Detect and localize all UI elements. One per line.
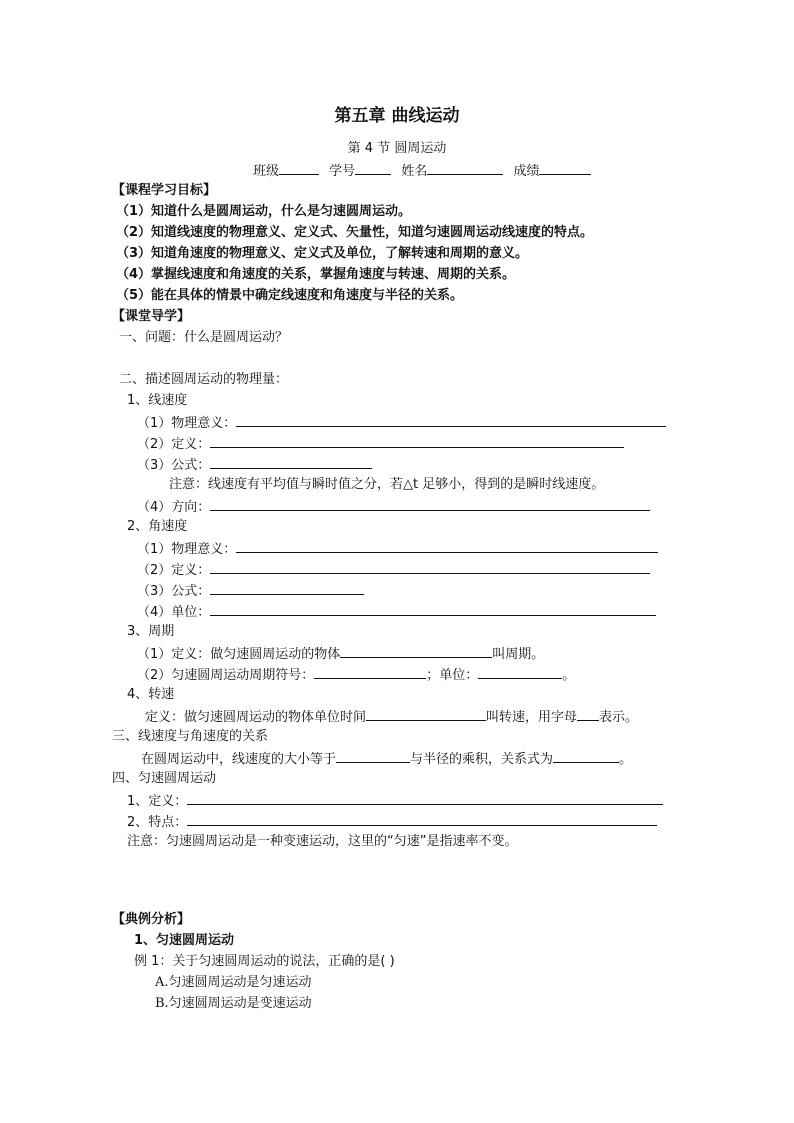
period-unit-label: ；单位： — [426, 668, 479, 683]
period-unit-blank[interactable] — [478, 665, 562, 679]
uniform-motion-title: 四、匀速圆周运动 — [112, 771, 217, 786]
angular-unit-row — [137, 602, 656, 621]
angular-meaning-row — [137, 539, 658, 558]
period-symbol-row — [137, 665, 575, 684]
relation-mid: 与半径的乘积，关系式为 — [410, 752, 554, 767]
goals-heading: 【课程学习目标】 — [112, 183, 217, 198]
linear-meaning-blank[interactable] — [236, 413, 666, 427]
linear-meaning-label: （1）物理意义： — [137, 416, 237, 431]
period-definition-suffix: 叫周期。 — [492, 647, 545, 662]
linear-definition-row — [137, 434, 624, 453]
goal-item: （3）知道角速度的物理意义、定义式及单位，了解转速和周期的意义。 — [116, 246, 529, 261]
uniform-definition-label: 1、定义： — [127, 794, 188, 809]
relation-prefix: 在圆周运动中，线速度的大小等于 — [141, 752, 337, 767]
goal-item: （1）知道什么是圆周运动，什么是匀速圆周运动。 — [116, 204, 412, 219]
name-blank[interactable] — [427, 161, 503, 175]
rotation-speed-suffix: 表示。 — [599, 710, 639, 725]
angular-formula-row — [137, 581, 364, 600]
score-blank[interactable] — [539, 161, 591, 175]
period-symbol-blank[interactable] — [314, 665, 426, 679]
angular-unit-label: （4）单位： — [137, 605, 211, 620]
period-definition-blank[interactable] — [340, 644, 492, 658]
class-blank[interactable] — [279, 161, 319, 175]
question-two: 二、描述圆周运动的物理量： — [119, 372, 289, 387]
uniform-feature-blank[interactable] — [187, 812, 657, 826]
linear-note: 注意：线速度有平均值与瞬时值之分，若△t 足够小，得到的是瞬时线速度。 — [169, 477, 605, 492]
angular-formula-label: （3）公式： — [137, 584, 211, 599]
angular-velocity-title: 2、角速度 — [127, 519, 188, 534]
linear-formula-row — [137, 455, 372, 474]
period-definition-row — [137, 644, 544, 663]
score-label: 成绩 — [513, 164, 540, 179]
relation-blank-2[interactable] — [553, 749, 619, 763]
uniform-note: 注意：匀速圆周运动是一种变速运动，这里的“匀速”是指速率不变。 — [127, 834, 518, 849]
number-label: 学号 — [329, 164, 356, 179]
rotation-speed-title: 4、转速 — [127, 687, 175, 702]
goal-item: （4）掌握线速度和角速度的关系，掌握角速度与转速、周期的关系。 — [116, 267, 516, 282]
example-question: 例 1：关于匀速圆周运动的说法，正确的是( ) — [134, 954, 395, 969]
linear-formula-label: （3）公式： — [137, 458, 211, 473]
examples-heading: 【典例分析】 — [112, 912, 191, 927]
angular-meaning-label: （1）物理意义： — [137, 542, 237, 557]
rotation-speed-mid: 叫转速，用字母 — [486, 710, 578, 725]
example-option-b[interactable]: B.匀速圆周运动是变速运动 — [155, 996, 312, 1011]
rotation-speed-row — [145, 707, 638, 726]
relation-blank-1[interactable] — [336, 749, 410, 763]
angular-unit-blank[interactable] — [210, 602, 656, 616]
number-blank[interactable] — [355, 161, 391, 175]
linear-definition-blank[interactable] — [210, 434, 624, 448]
linear-definition-label: （2）定义： — [137, 437, 211, 452]
name-label: 姓名 — [401, 164, 428, 179]
angular-formula-blank[interactable] — [210, 581, 364, 595]
uniform-feature-label: 2、特点： — [127, 815, 188, 830]
period-definition-prefix: （1）定义：做匀速圆周运动的物体 — [137, 647, 341, 662]
rotation-speed-blank[interactable] — [366, 707, 486, 721]
relation-title: 三、线速度与角速度的关系 — [112, 729, 269, 744]
period-symbol-label: （2）匀速圆周运动周期符号： — [137, 668, 315, 683]
linear-direction-row — [137, 497, 650, 516]
linear-direction-blank[interactable] — [210, 497, 650, 511]
linear-formula-blank[interactable] — [210, 455, 372, 469]
linear-meaning-row — [137, 413, 666, 432]
angular-definition-row — [137, 560, 650, 579]
rotation-symbol-blank[interactable] — [577, 707, 599, 721]
rotation-speed-prefix: 定义：做匀速圆周运动的物体单位时间 — [145, 710, 367, 725]
period-end-mark: 。 — [562, 668, 576, 683]
period-title: 3、周期 — [127, 624, 175, 639]
uniform-definition-blank[interactable] — [187, 791, 663, 805]
chapter-title: 第五章 曲线运动 — [334, 106, 460, 126]
section-title: 第 4 节 圆周运动 — [347, 141, 447, 156]
linear-direction-label: （4）方向： — [137, 500, 211, 515]
example-option-a[interactable]: A.匀速圆周运动是匀速运动 — [155, 975, 312, 990]
goal-item: （2）知道线速度的物理意义、定义式、矢量性，知道匀速圆周运动线速度的特点。 — [116, 225, 594, 240]
goal-item: （5）能在具体的情景中确定线速度和角速度与半径的关系。 — [116, 288, 464, 303]
example-topic: 1、匀速圆周运动 — [134, 933, 235, 948]
angular-definition-label: （2）定义： — [137, 563, 211, 578]
class-label: 班级 — [253, 164, 280, 179]
student-info-row — [253, 161, 591, 180]
linear-velocity-title: 1、线速度 — [127, 393, 188, 408]
relation-row — [141, 749, 632, 768]
guide-heading: 【课堂导学】 — [112, 309, 191, 324]
relation-end-mark: 。 — [619, 752, 633, 767]
uniform-feature-row — [127, 812, 657, 831]
question-one: 一、问题：什么是圆周运动？ — [119, 330, 289, 345]
angular-definition-blank[interactable] — [210, 560, 650, 574]
angular-meaning-blank[interactable] — [236, 539, 658, 553]
uniform-definition-row — [127, 791, 663, 810]
